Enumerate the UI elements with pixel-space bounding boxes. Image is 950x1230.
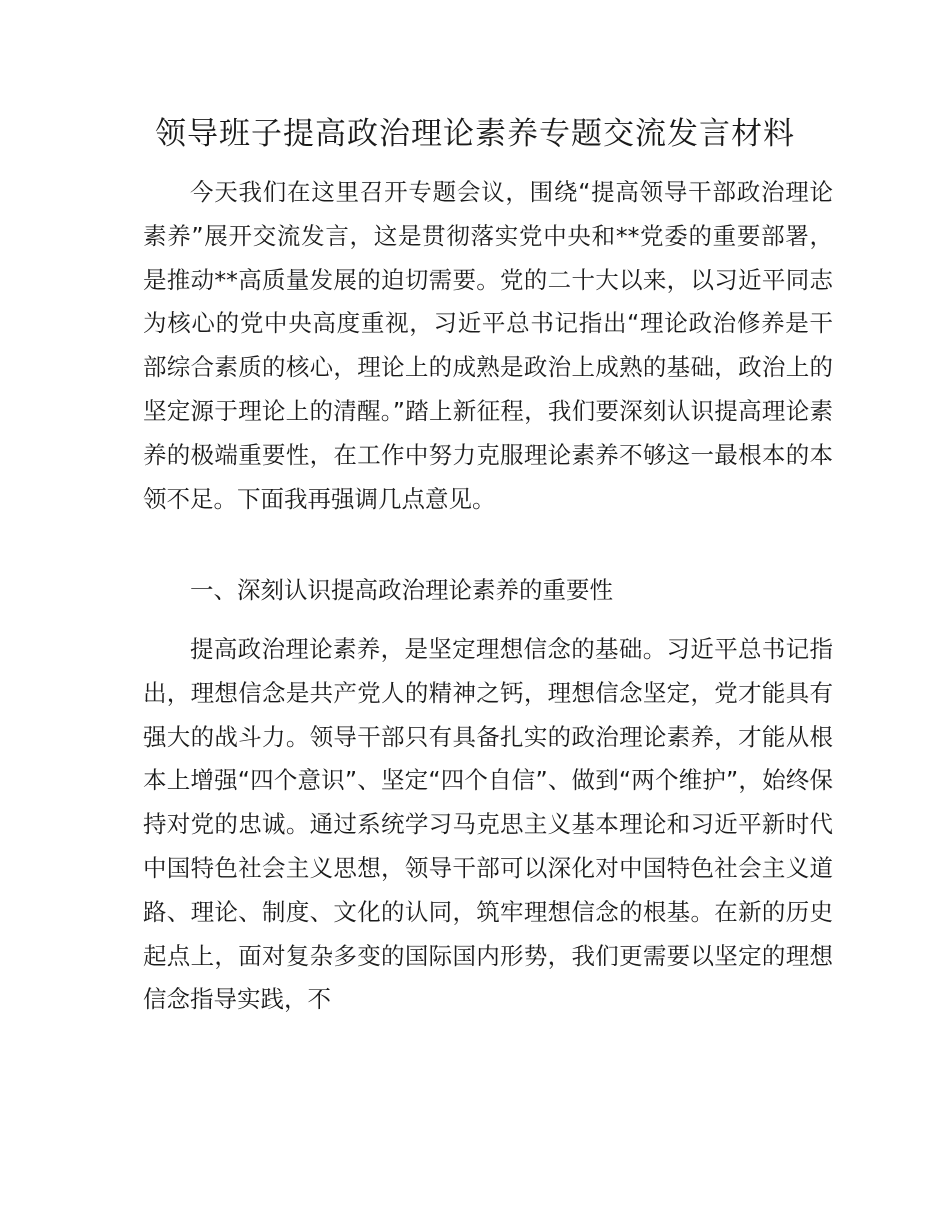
intro-paragraph: 今天我们在这里召开专题会议，围绕“提高领导干部政治理论素养”展开交流发言，这是贯彻落实党中央和**党委的重要部署，是推动**高质量发展的迫切需要。党的二十大以来，以习近平同志为核心的党中央高度重视，习近平总书记指出“理论政治修养是干部综合素质的核心，理论上的成熟是政治上成熟的基础，政治上的坚定源于理论上的清醒。”踏上新征程，我们要深刻认识提高理论素养的极端重要性，在工作中努力克服理论素养不够这一最根本的本领不足。下面我再强调几点意见。 (143, 178, 833, 513)
section-paragraph: 提高政治理论素养，是坚定理想信念的基础。习近平总书记指出，理想信念是共产党人的精神之钙，理想信念坚定，党才能具有强大的战斗力。领导干部只有具备扎实的政治理论素养，才能从根本上增强“四个意识”、坚定“四个自信”、做到“两个维护”，始终保持对党的忠诚。通过系统学习马克思主义基本理论和习近平新时代中国特色社会主义思想，领导干部可以深化对中国特色社会主义道路、理论、制度、文化的认同，筑牢理想信念的根基。在新的历史起点上，面对复杂多变的国际国内形势，我们更需要以坚定的理想信念指导实践，不 (143, 635, 833, 1014)
document-title: 领导班子提高政治理论素养专题交流发言材料 (155, 116, 795, 152)
section-heading: 一、深刻认识提高政治理论素养的重要性 (190, 576, 613, 604)
